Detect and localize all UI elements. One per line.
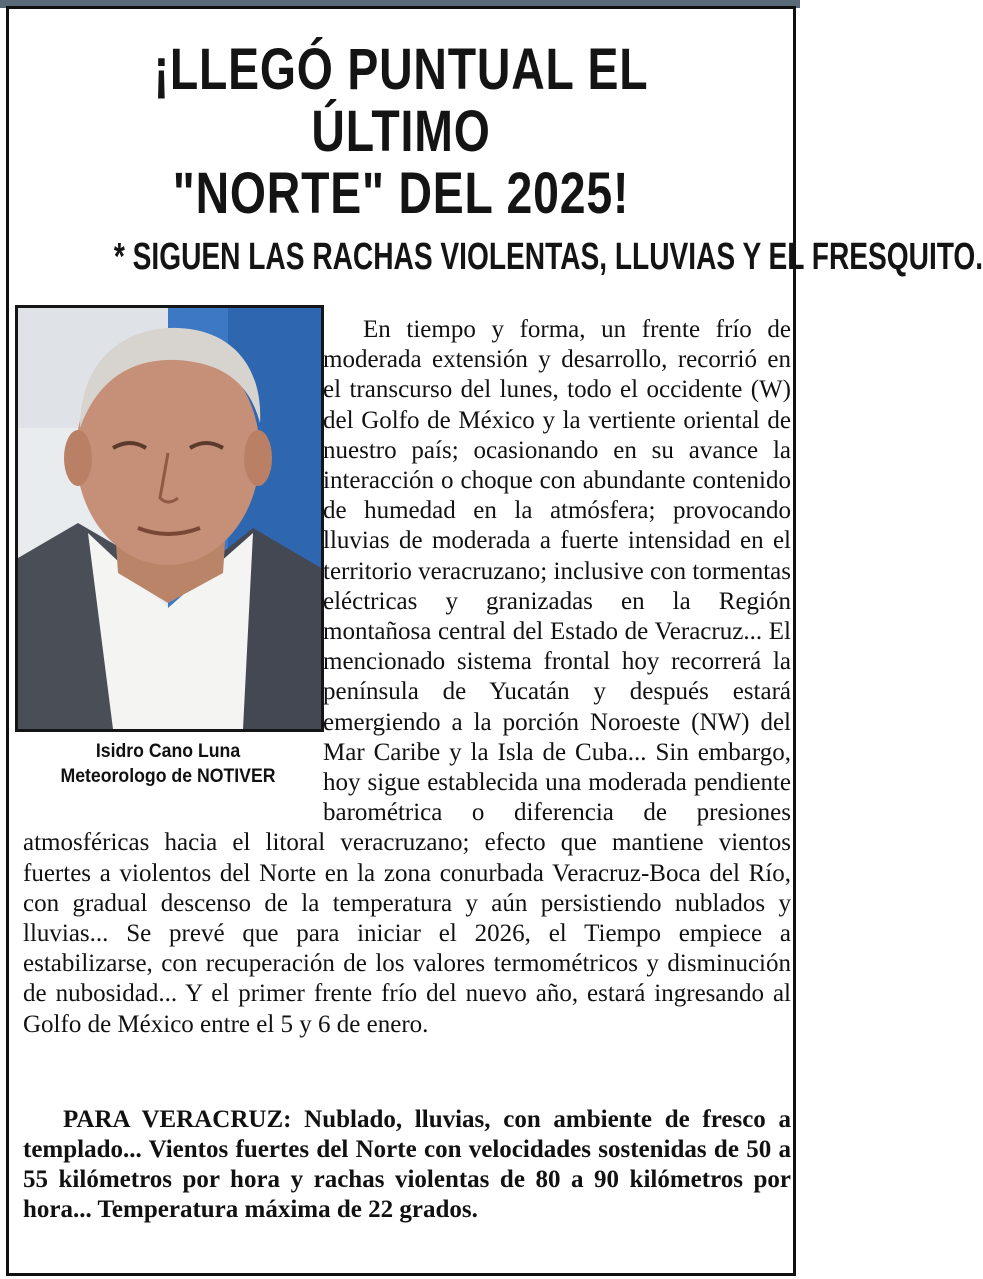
article-frame: [6, 6, 983, 1276]
caption-name: Isidro Cano Luna: [95, 741, 241, 762]
forecast-paragraph: PARA VERACRUZ: Nublado, lluvias, con ambiente de fresco a templado... Vientos fuertes del Norte con velocidades sostenidas de 50 a 55 kilómetros por hora y rachas violentas de 80 a 90 kilómetros por hora... Temperatura máxima de 22 grados.: [23, 1106, 791, 1223]
headline-line-1: ¡LLEGÓ PUNTUAL EL ÚLTIMO: [153, 37, 649, 164]
headline: [95, 39, 706, 225]
body-paragraph: En tiempo y forma, un frente frío de moderada extensión y desarrollo, recorrió en el transcurso del lunes, todo el occidente (W) del Golfo de México y la vertiente oriental de nuestro país; ocasionando en su avance la interacción o choque con abundante contenido de humedad en la atmósfera; provocando lluvias de moderada a fuerte intensidad en el territorio veracruzano; inclusive con tormentas eléctricas y granizadas en la Región montañosa central del Estado de Veracruz... El mencionado sistema frontal hoy recorrerá la península de Yucatán y después estará emergiendo a la porción Noroeste (NW) del Mar Caribe y la Isla de Cuba... Sin embargo, hoy sigue establecida una moderada pendiente barométrica o diferencia de presiones atmosféricas hacia el litoral veracruzano; efecto que mantiene vientos fuertes a violentos del Norte en la zona conurbada Veracruz-Boca del Río, con gradual descenso de la temperatura y aún persistiendo nublados y lluvias... Se prevé que para iniciar el 2026, el Tiempo empiece a estabilizarse, con recuperación de los valores termométricos y disminución de nubosidad... Y el primer frente frío del nuevo año, estará ingresando al Golfo de México entre el 5 y 6 de enero.: [23, 316, 791, 1038]
headline-line-2: "NORTE" DEL 2025!: [172, 161, 630, 226]
photo-wrap-space: [23, 315, 323, 815]
caption-role: Meteorologo de NOTIVER: [60, 766, 276, 787]
article-body: [23, 315, 791, 1040]
subheadline: * SIGUEN LAS RACHAS VIOLENTAS, LLUVIAS Y EL FRESQUITO.: [113, 236, 983, 278]
